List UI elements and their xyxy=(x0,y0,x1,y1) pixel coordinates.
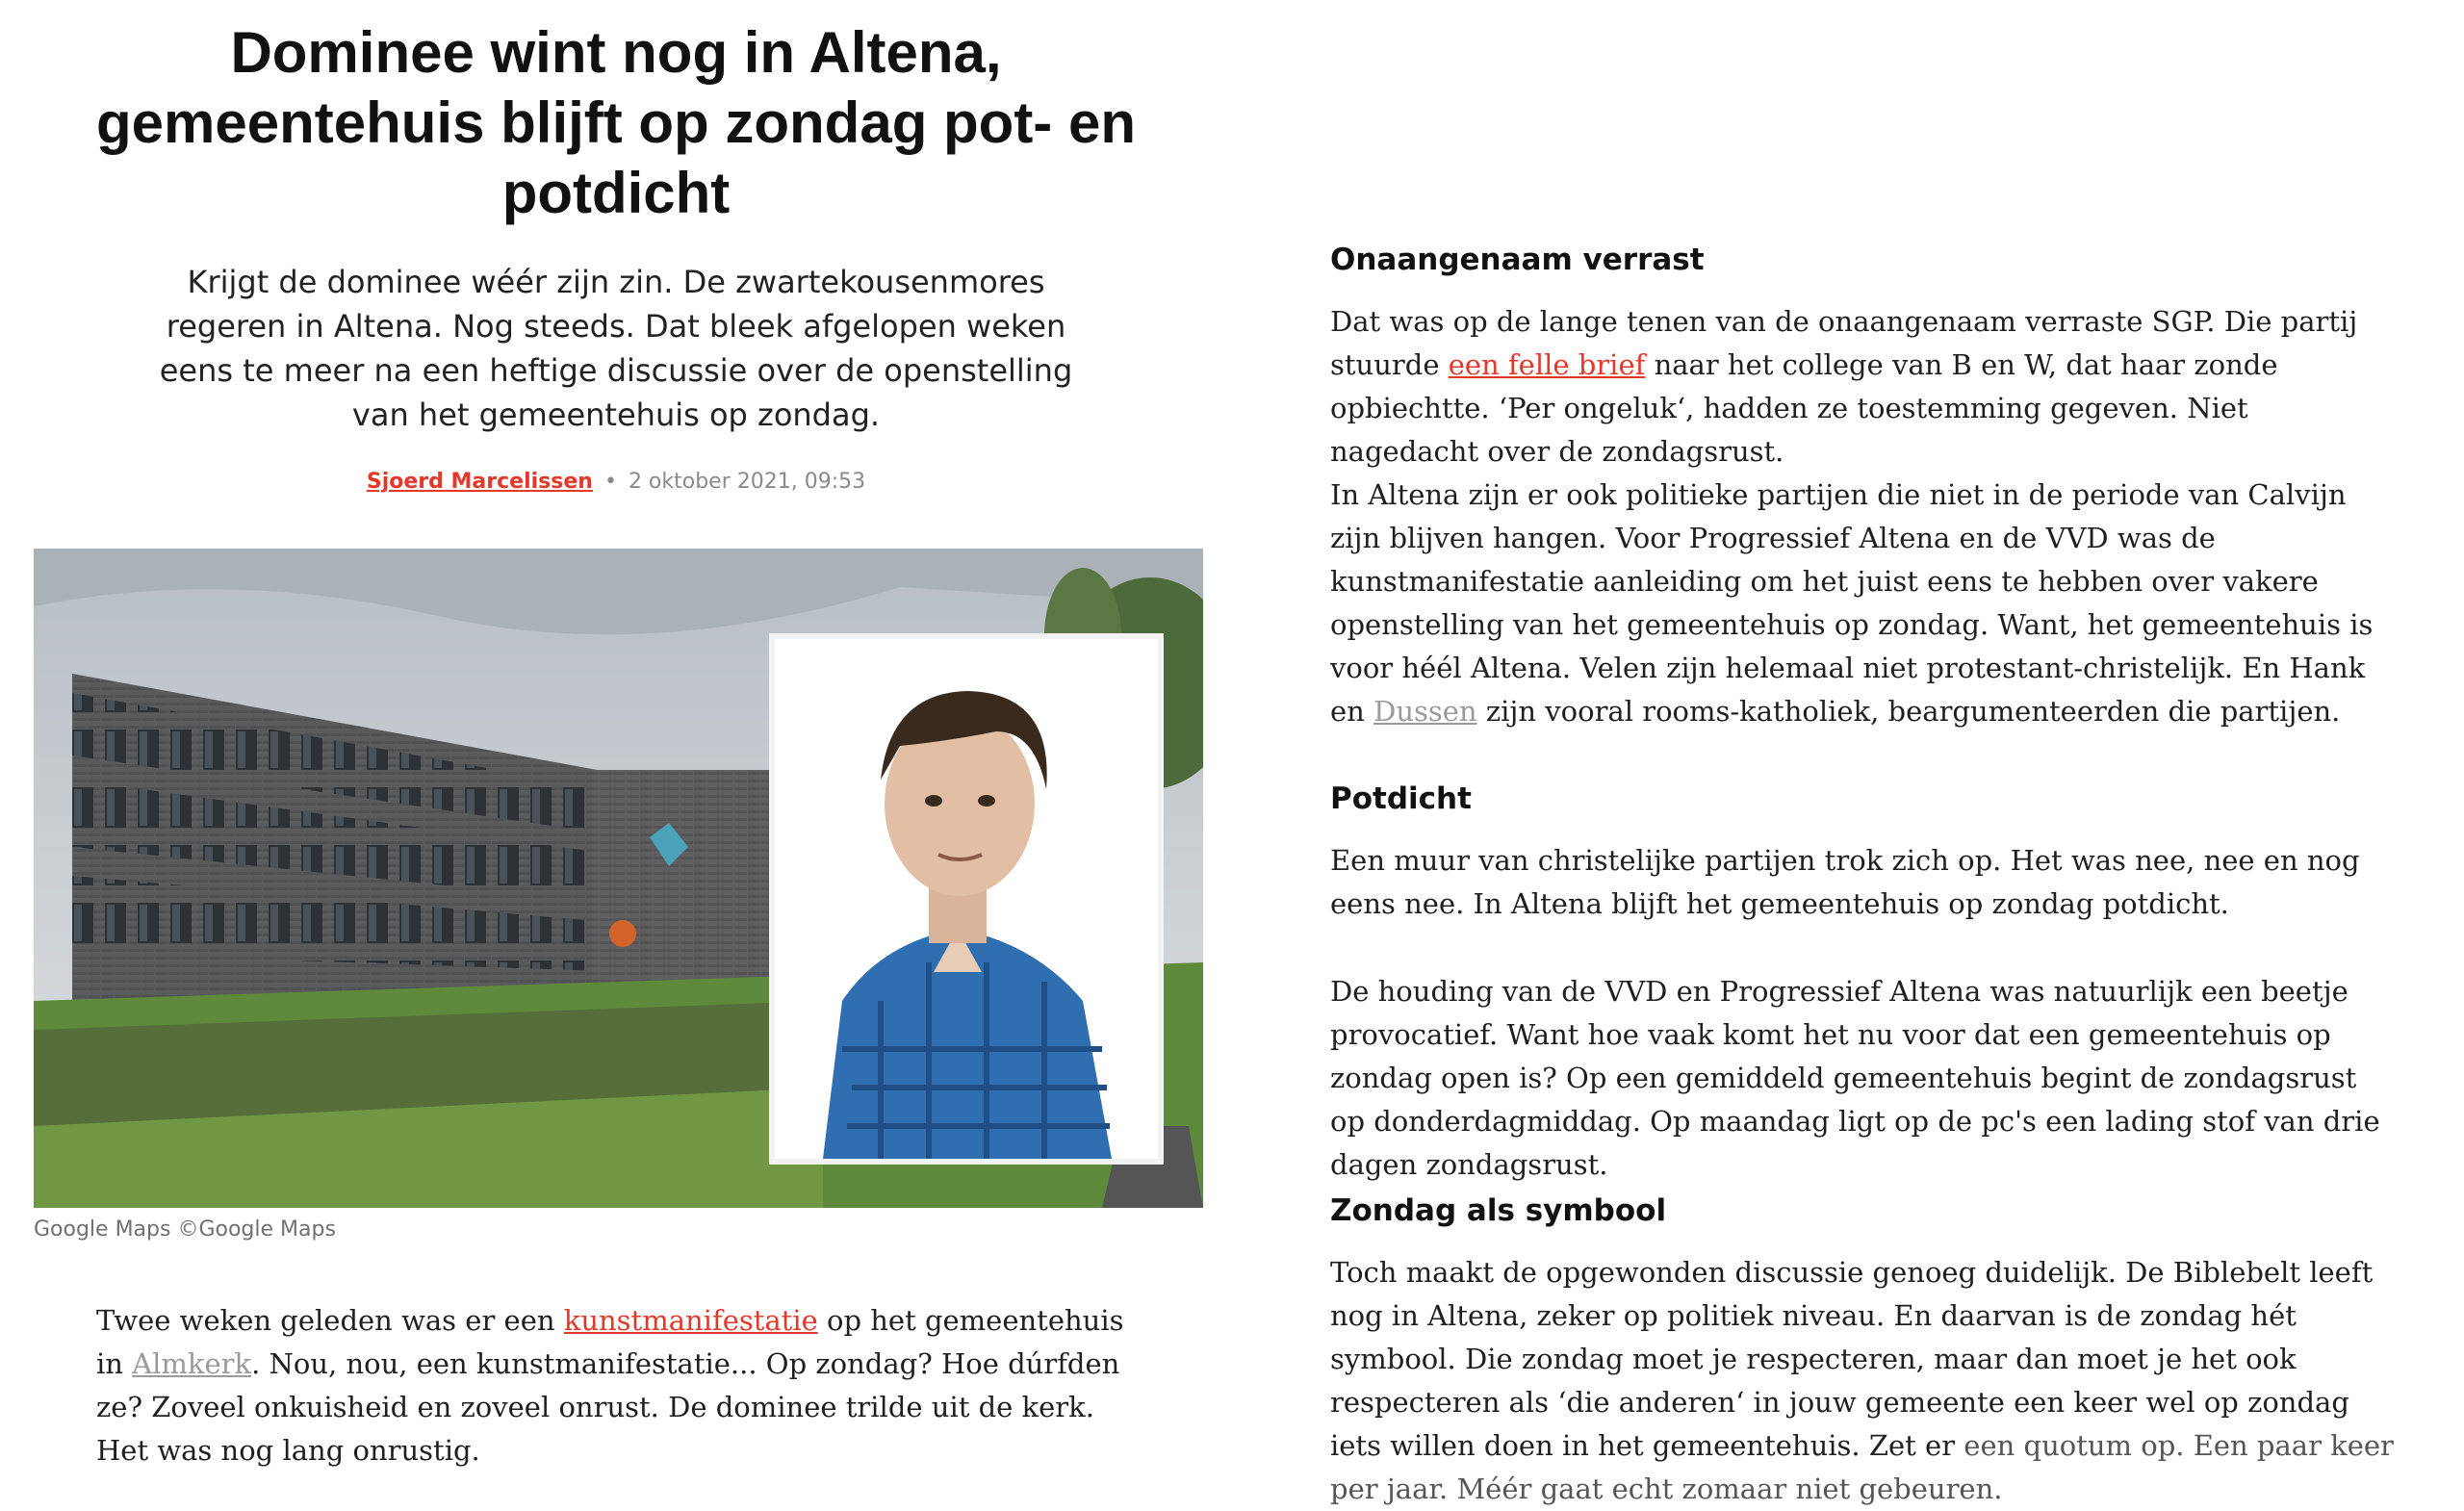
intro-text: Twee weken geleden was er een xyxy=(96,1304,564,1337)
paragraph xyxy=(1330,474,2399,733)
article-photo xyxy=(34,549,1203,1208)
felle-brief-link[interactable]: een felle brief xyxy=(1448,348,1646,381)
publish-date: 2 oktober 2021, 09:53 xyxy=(628,470,866,494)
right-column xyxy=(1330,0,2408,1505)
byline xyxy=(0,470,1232,494)
kunstmanifestatie-link[interactable]: kunstmanifestatie xyxy=(563,1304,818,1337)
paragraph: Een muur van christelijke partijen trok zich op. Het was nee, nee en nog eens nee. In Altena blijft het gemeentehuis op zondag potdicht. xyxy=(1330,844,2360,920)
paragraph-text: Toch maakt de opgewonden discussie genoeg duidelijk. De Biblebelt leeft nog in Altena, zeker op politiek niveau. En daarvan is de zondag hét symbool. Die zondag moet je respecteren, maar dan moet je het ook respecteren als ‘die anderen‘ in jouw gemeente een keer wel op zondag iets willen doen in het gemeentehuis. Zet er xyxy=(1330,1256,2374,1462)
left-column xyxy=(0,0,1232,1476)
article-lead: Krijgt de dominee wéér zijn zin. De zwartekousenmores regeren in Altena. Nog steeds. Dat bleek afgelopen weken eens te meer na een heftige discussie over de openstelling van het gemeentehuis op zondag. xyxy=(159,264,1073,433)
almkerk-link[interactable]: Almkerk xyxy=(132,1347,252,1380)
intro-paragraph xyxy=(96,1299,1136,1473)
photo-caption: Google Maps ©Google Maps xyxy=(34,1217,336,1242)
paragraph-text: In Altena zijn er ook politieke partijen die niet in de periode van Calvijn zijn blijven hangen. Voor Progressief Altena en de VVD was de kunstmanifestatie aanleiding om het juist eens te hebben over vakere openstelling van het gemeentehuis op zondag. Want, het gemeentehuis is voor héél Altena. Velen zijn helemaal niet protestant-christelijk. En Hank en xyxy=(1330,478,2374,728)
paragraph: De houding van de VVD en Progressief Altena was natuurlijk een beetje provocatief. Want hoe vaak komt het nu voor dat een gemeentehuis op zondag open is? Op een gemiddeld gemeentehuis begint de zondagsrust op donderdagmiddag. Op maandag ligt op de pc's een lading stof van drie dagen zondagsrust. xyxy=(1330,975,2380,1181)
town-hall-with-portrait-image xyxy=(34,549,1203,1208)
heading-zondag-als-symbool: Zondag als symbool xyxy=(1330,1193,1667,1228)
paragraph xyxy=(1330,1251,2399,1511)
paragraph-text: Dat was op de lange tenen van de onaangenaam verraste SGP. Die partij stuurde xyxy=(1330,305,2358,381)
heading-onaangenaam-verrast: Onaangenaam verrast xyxy=(1330,243,1705,277)
intro-text: . Nou, nou, een kunstmanifestatie... Op zondag? Hoe dúrfden ze? Zoveel onkuisheid en zoveel onrust. De dominee trilde uit de kerk. Het was nog lang onrustig. xyxy=(96,1347,1120,1467)
paragraph xyxy=(1330,300,2399,474)
author-link[interactable]: Sjoerd Marcelissen xyxy=(366,470,593,494)
paragraph-text: zijn vooral rooms-katholiek, beargumenteerden die partijen. xyxy=(1476,695,2341,728)
heading-potdicht: Potdicht xyxy=(1330,781,1472,816)
article-headline: Dominee wint nog in Altena, gemeentehuis blijft op zondag pot- en potdicht xyxy=(96,20,1136,225)
byline-separator: • xyxy=(603,470,617,494)
intro-text: op het gemeentehuis in xyxy=(96,1304,1124,1380)
dussen-link[interactable]: Dussen xyxy=(1373,695,1477,728)
paragraph-text-faded: een quotum op. Een paar keer per jaar. Méér gaat echt zomaar niet gebeuren. xyxy=(1330,1429,2394,1505)
paragraph-text: naar het college van B en W, dat haar zonde opbiechtte. ‘Per ongeluk‘, hadden ze toestemming gegeven. Niet nagedacht over de zondagsrust. xyxy=(1330,348,2278,468)
